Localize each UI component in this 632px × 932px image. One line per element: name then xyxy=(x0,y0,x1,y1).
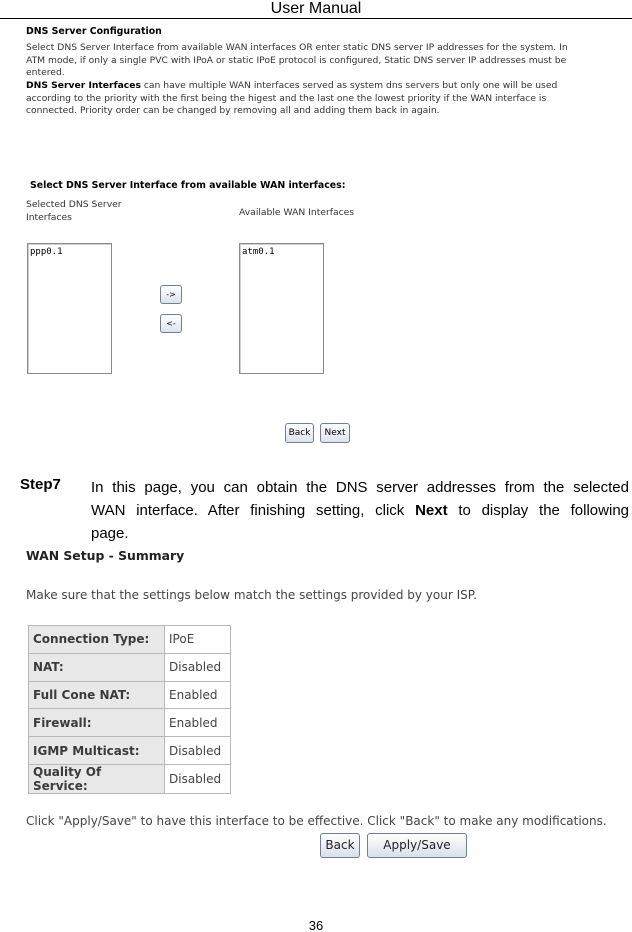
selected-label-line: Interfaces xyxy=(26,212,72,223)
selected-interfaces-label xyxy=(26,198,122,224)
move-left-button[interactable]: <- xyxy=(160,314,182,333)
summary-value: Enabled xyxy=(165,709,231,737)
table-row xyxy=(29,764,231,793)
wan-summary-title: WAN Setup - Summary xyxy=(26,548,185,563)
summary-value: Disabled xyxy=(165,764,231,793)
step-line xyxy=(91,499,629,522)
page-number: 36 xyxy=(308,918,324,932)
page-header xyxy=(0,0,632,20)
step-line: In this page, you can obtain the DNS server addresses from the selected xyxy=(91,479,629,496)
selected-interfaces-listbox[interactable] xyxy=(27,243,112,374)
next-button[interactable]: Next xyxy=(320,423,350,443)
back-button[interactable]: Back xyxy=(285,423,314,443)
step-description xyxy=(91,476,629,545)
header-title: User Manual xyxy=(270,0,362,17)
selected-label-line: Selected DNS Server xyxy=(26,199,122,210)
step-next-bold: Next xyxy=(415,502,448,519)
summary-key: Full Cone NAT: xyxy=(29,681,165,709)
dns-config-screenshot xyxy=(22,22,612,450)
table-row xyxy=(29,626,231,654)
dns-interfaces-paragraph xyxy=(26,80,608,118)
step-label: Step7 xyxy=(20,476,61,493)
step-line: page. xyxy=(91,525,129,542)
summary-key: Firewall: xyxy=(29,709,165,737)
table-row xyxy=(29,681,231,709)
summary-key: IGMP Multicast: xyxy=(29,737,165,765)
table-row xyxy=(29,653,231,681)
apply-save-button[interactable]: Apply/Save xyxy=(367,833,467,858)
summary-value: IPoE xyxy=(165,626,231,654)
dns-intro-line: Select DNS Server Interface from available WAN interfaces OR enter static DNS server IP addresses for the system. In xyxy=(26,42,568,53)
header-rule-left xyxy=(0,18,22,19)
step-line-start: WAN interface. After finishing setting, click xyxy=(91,502,416,519)
dns-interfaces-line: connected. Priority order can be changed by removing all and adding them back in again. xyxy=(26,105,440,117)
summary-key: Connection Type: xyxy=(29,626,165,654)
table-row xyxy=(29,709,231,737)
move-right-button[interactable]: -> xyxy=(160,285,182,304)
dns-interfaces-bold: DNS Server Interfaces xyxy=(26,80,141,91)
dns-intro-paragraph xyxy=(26,42,608,80)
dns-config-title: DNS Server Configuration xyxy=(26,26,162,37)
back-button[interactable]: Back xyxy=(320,833,360,858)
listbox-option[interactable]: atm0.1 xyxy=(242,247,275,257)
summary-value: Disabled xyxy=(165,737,231,765)
wan-summary-intro: Make sure that the settings below match the settings provided by your ISP. xyxy=(26,588,477,602)
dns-interfaces-line: according to the priority with the first being the higest and the last one the lowest priority if the WAN interface is xyxy=(26,92,547,104)
dns-intro-line: entered. xyxy=(26,67,65,79)
summary-value: Enabled xyxy=(165,681,231,709)
summary-key: Quality Of Service: xyxy=(29,764,165,793)
wan-summary-screenshot xyxy=(22,546,612,864)
wan-summary-table xyxy=(28,625,231,794)
listbox-option[interactable]: ppp0.1 xyxy=(30,247,63,257)
dns-select-subtitle: Select DNS Server Interface from available WAN interfaces: xyxy=(30,180,346,191)
dns-intro-line: ATM mode, if only a single PVC with IPoA or static IPoE protocol is configured, Static DNS server IP addresses must be xyxy=(26,54,567,66)
summary-value: Disabled xyxy=(165,653,231,681)
table-row xyxy=(29,737,231,765)
dns-interfaces-line-rest: can have multiple WAN interfaces served as system dns servers but only one will be used xyxy=(140,80,558,91)
header-rule-center xyxy=(22,18,612,19)
summary-key: NAT: xyxy=(29,653,165,681)
header-rule-right xyxy=(612,18,632,19)
available-interfaces-label: Available WAN Interfaces xyxy=(239,207,355,218)
available-interfaces-listbox[interactable] xyxy=(239,243,324,374)
dns-interfaces-line xyxy=(26,80,608,93)
wan-summary-note: Click "Apply/Save" to have this interface to be effective. Click "Back" to make any modifications. xyxy=(26,814,607,828)
step-line-tail: to display the following xyxy=(447,502,629,519)
